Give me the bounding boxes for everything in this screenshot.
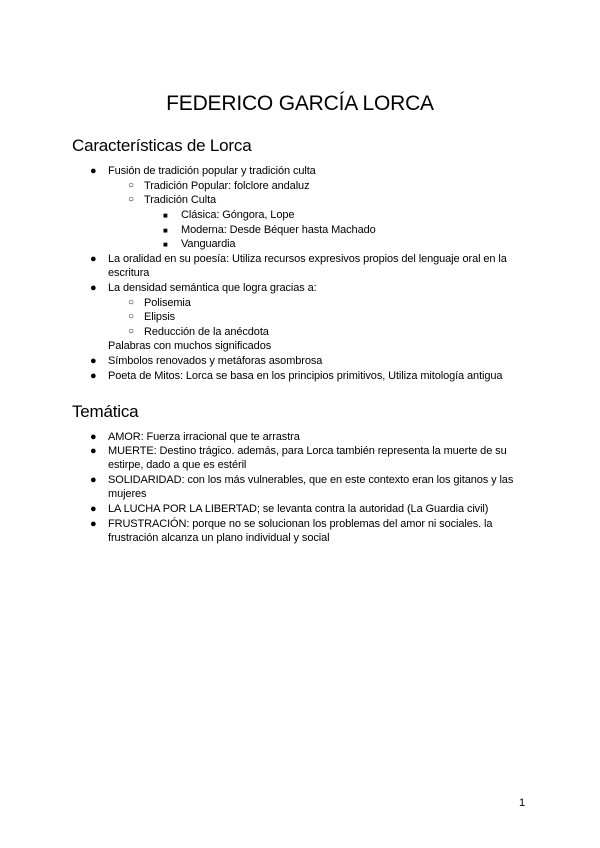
- list-item: La oralidad en su poesía: Utiliza recursos expresivos propios del lenguaje oral en la: [108, 253, 507, 265]
- bullet-level2: ○: [128, 194, 135, 205]
- bullet-level3: ■: [163, 211, 168, 220]
- list-item-continuation: mujeres: [108, 488, 147, 500]
- section-heading-tematica: Temática: [72, 402, 139, 421]
- section-heading-caracteristicas: Características de Lorca: [72, 136, 252, 155]
- bullet-level1: ●: [90, 355, 97, 367]
- list-item: Vanguardia: [181, 238, 236, 250]
- list-item-continuation: escritura: [108, 267, 150, 279]
- list-item: La densidad semántica que logra gracias a:: [108, 282, 317, 294]
- list-item: Elipsis: [144, 311, 176, 323]
- list-item: Poeta de Mitos: Lorca se basa en los principios primitivos, Utiliza mitología antigua: [108, 370, 503, 382]
- list-item: SOLIDARIDAD: con los más vulnerables, que en este contexto eran los gitanos y las: [108, 474, 514, 486]
- list-item: Moderna: Desde Béquer hasta Machado: [181, 224, 376, 236]
- bullet-level1: ●: [90, 282, 97, 294]
- bullet-level1: ●: [90, 370, 97, 382]
- bullet-level1: ●: [90, 518, 97, 530]
- bullet-level2: ○: [128, 311, 135, 322]
- page-number: 1: [519, 797, 526, 809]
- bullet-level3: ■: [163, 240, 168, 249]
- list-item: AMOR: Fuerza irracional que te arrastra: [108, 431, 300, 443]
- document-title: FEDERICO GARCÍA LORCA: [166, 92, 434, 115]
- list-item-continuation: frustración alcanza un plano individual y social: [108, 532, 330, 544]
- bullet-level1: ●: [90, 474, 97, 486]
- list-item-continuation: estirpe, dado a que es estéril: [108, 459, 247, 471]
- bullet-level1: ●: [90, 445, 97, 457]
- bullet-level1: ●: [90, 253, 97, 265]
- paragraph-line: Palabras con muchos significados: [108, 340, 272, 352]
- list-item: Clásica: Góngora, Lope: [181, 209, 295, 221]
- list-item: MUERTE: Destino trágico. además, para Lorca también representa la muerte de su: [108, 445, 507, 457]
- bullet-level2: ○: [128, 326, 135, 337]
- bullet-level2: ○: [128, 297, 135, 308]
- list-item: LA LUCHA POR LA LIBERTAD; se levanta contra la autoridad (La Guardia civil): [108, 503, 489, 515]
- list-item: Fusión de tradición popular y tradición culta: [108, 165, 316, 177]
- list-item: Reducción de la anécdota: [144, 326, 269, 338]
- bullet-level2: ○: [128, 180, 135, 191]
- list-item: Polisemia: [144, 297, 191, 309]
- list-item: Tradición Culta: [144, 194, 217, 206]
- list-item: Tradición Popular: folclore andaluz: [144, 180, 310, 192]
- bullet-level3: ■: [163, 226, 168, 235]
- bullet-level1: ●: [90, 503, 97, 515]
- bullet-level1: ●: [90, 431, 97, 443]
- bullet-level1: ●: [90, 165, 97, 177]
- list-item: FRUSTRACIÓN: porque no se solucionan los problemas del amor ni sociales. la: [108, 518, 493, 530]
- list-item: Símbolos renovados y metáforas asombrosa: [108, 355, 323, 367]
